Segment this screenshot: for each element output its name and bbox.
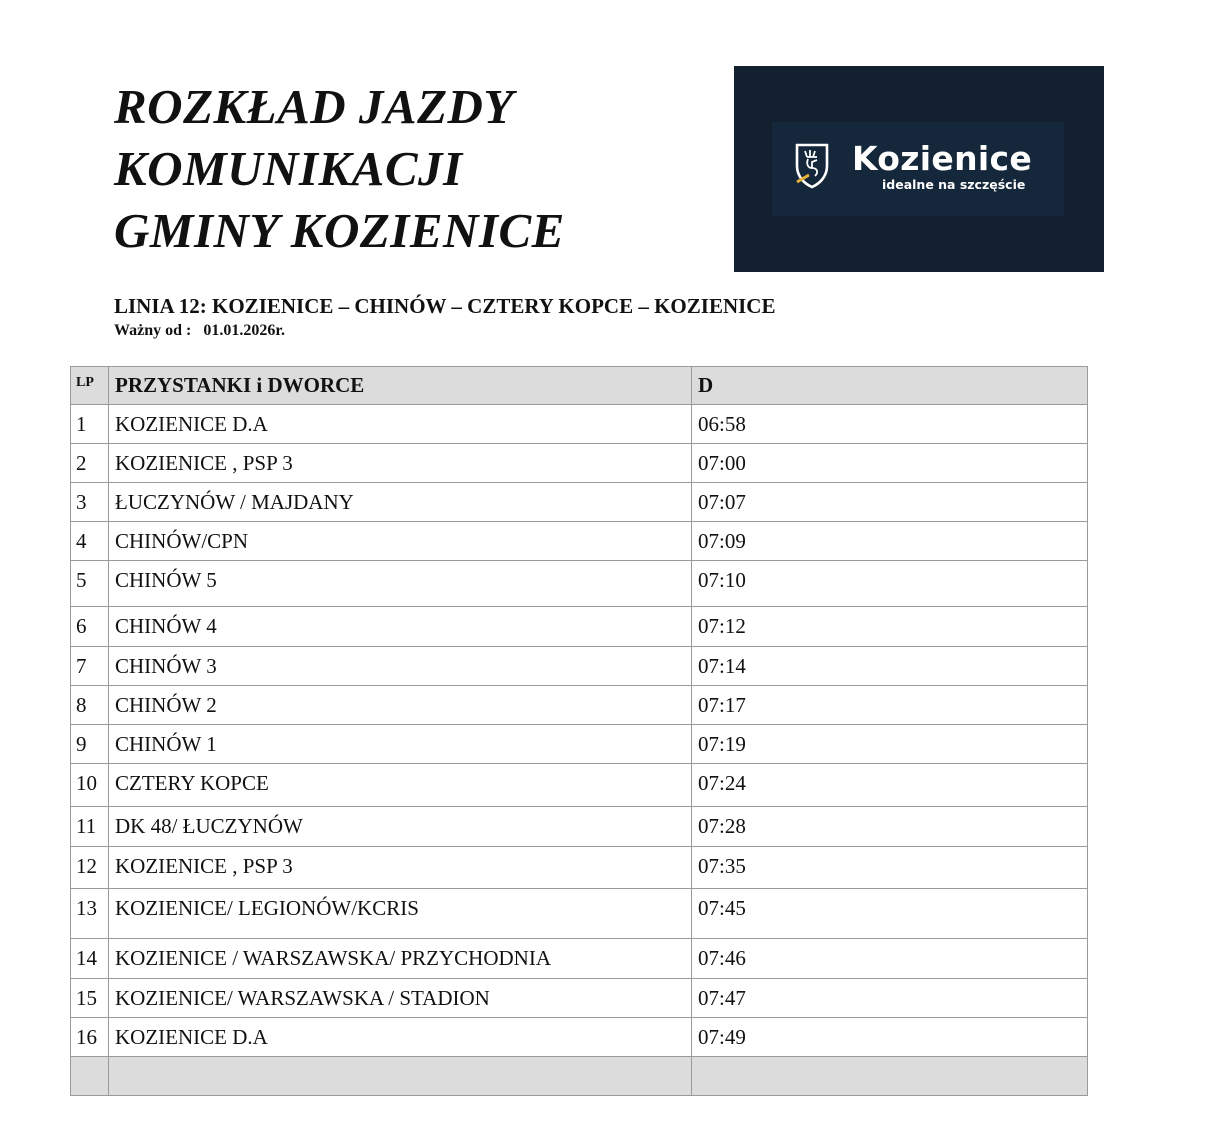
row-stop: CHINÓW 1 <box>109 725 692 764</box>
row-time: 07:46 <box>692 939 1088 979</box>
title-line: KOMUNIKACJI <box>114 141 463 196</box>
row-stop: KOZIENICE/ WARSZAWSKA / STADION <box>109 979 692 1018</box>
page-title <box>114 76 565 262</box>
row-stop: CHINÓW 3 <box>109 647 692 686</box>
row-stop: KOZIENICE , PSP 3 <box>109 847 692 889</box>
row-lp: 10 <box>71 764 109 807</box>
table-row <box>71 647 1088 686</box>
row-lp: 8 <box>71 686 109 725</box>
timetable <box>70 366 1088 1096</box>
row-lp: 2 <box>71 444 109 483</box>
row-time: 07:49 <box>692 1018 1088 1057</box>
table-row <box>71 405 1088 444</box>
row-lp: 11 <box>71 807 109 847</box>
row-time: 07:00 <box>692 444 1088 483</box>
row-stop: KOZIENICE/ LEGIONÓW/KCRIS <box>109 889 692 939</box>
row-lp: 12 <box>71 847 109 889</box>
table-row <box>71 889 1088 939</box>
row-time: 07:47 <box>692 979 1088 1018</box>
logo-panel <box>734 66 1104 272</box>
table-row <box>71 1018 1088 1057</box>
logo-tagline: idealne na szczęście <box>882 177 1026 192</box>
row-stop: KOZIENICE , PSP 3 <box>109 444 692 483</box>
line-info: LINIA 12: KOZIENICE – CHINÓW – CZTERY KOPCE – KOZIENICE <box>114 294 776 318</box>
row-lp: 13 <box>71 889 109 939</box>
table-row <box>71 522 1088 561</box>
row-time: 07:09 <box>692 522 1088 561</box>
row-stop: CHINÓW/CPN <box>109 522 692 561</box>
row-time: 07:19 <box>692 725 1088 764</box>
row-time: 07:14 <box>692 647 1088 686</box>
table-row <box>71 561 1088 607</box>
valid-from: Ważny od : 01.01.2026r. <box>114 322 285 339</box>
row-lp: 4 <box>71 522 109 561</box>
row-stop: KOZIENICE D.A <box>109 405 692 444</box>
table-row <box>71 444 1088 483</box>
table-row <box>71 725 1088 764</box>
row-time: 07:35 <box>692 847 1088 889</box>
row-lp: 7 <box>71 647 109 686</box>
header-time: D <box>692 367 1088 405</box>
header-lp: LP <box>71 367 109 405</box>
table-row <box>71 686 1088 725</box>
table-row <box>71 807 1088 847</box>
row-time: 07:17 <box>692 686 1088 725</box>
table-row <box>71 483 1088 522</box>
row-time: 07:24 <box>692 764 1088 807</box>
title-line: GMINY KOZIENICE <box>114 203 565 258</box>
footer-cell <box>71 1057 109 1096</box>
row-lp: 16 <box>71 1018 109 1057</box>
table-header-row <box>71 367 1088 405</box>
row-time: 06:58 <box>692 405 1088 444</box>
table-row <box>71 979 1088 1018</box>
row-lp: 9 <box>71 725 109 764</box>
header-stop: PRZYSTANKI i DWORCE <box>109 367 692 405</box>
row-stop: DK 48/ ŁUCZYNÓW <box>109 807 692 847</box>
row-stop: ŁUCZYNÓW / MAJDANY <box>109 483 692 522</box>
footer-cell <box>109 1057 692 1096</box>
row-lp: 6 <box>71 607 109 647</box>
table-row <box>71 939 1088 979</box>
row-lp: 1 <box>71 405 109 444</box>
row-stop: KOZIENICE D.A <box>109 1018 692 1057</box>
table-row <box>71 764 1088 807</box>
row-time: 07:07 <box>692 483 1088 522</box>
title-line: ROZKŁAD JAZDY <box>114 79 514 134</box>
row-time: 07:28 <box>692 807 1088 847</box>
row-stop: CHINÓW 5 <box>109 561 692 607</box>
table-row <box>71 607 1088 647</box>
logo-name: Kozienice <box>852 139 1033 178</box>
row-time: 07:12 <box>692 607 1088 647</box>
logo <box>772 122 1064 216</box>
row-stop: CHINÓW 4 <box>109 607 692 647</box>
row-stop: KOZIENICE / WARSZAWSKA/ PRZYCHODNIA <box>109 939 692 979</box>
row-lp: 14 <box>71 939 109 979</box>
row-lp: 5 <box>71 561 109 607</box>
row-time: 07:45 <box>692 889 1088 939</box>
footer-cell <box>692 1057 1088 1096</box>
row-stop: CHINÓW 2 <box>109 686 692 725</box>
row-lp: 3 <box>71 483 109 522</box>
deer-shield-icon <box>794 142 830 190</box>
row-time: 07:10 <box>692 561 1088 607</box>
table-row <box>71 847 1088 889</box>
table-footer-row <box>71 1057 1088 1096</box>
row-lp: 15 <box>71 979 109 1018</box>
row-stop: CZTERY KOPCE <box>109 764 692 807</box>
